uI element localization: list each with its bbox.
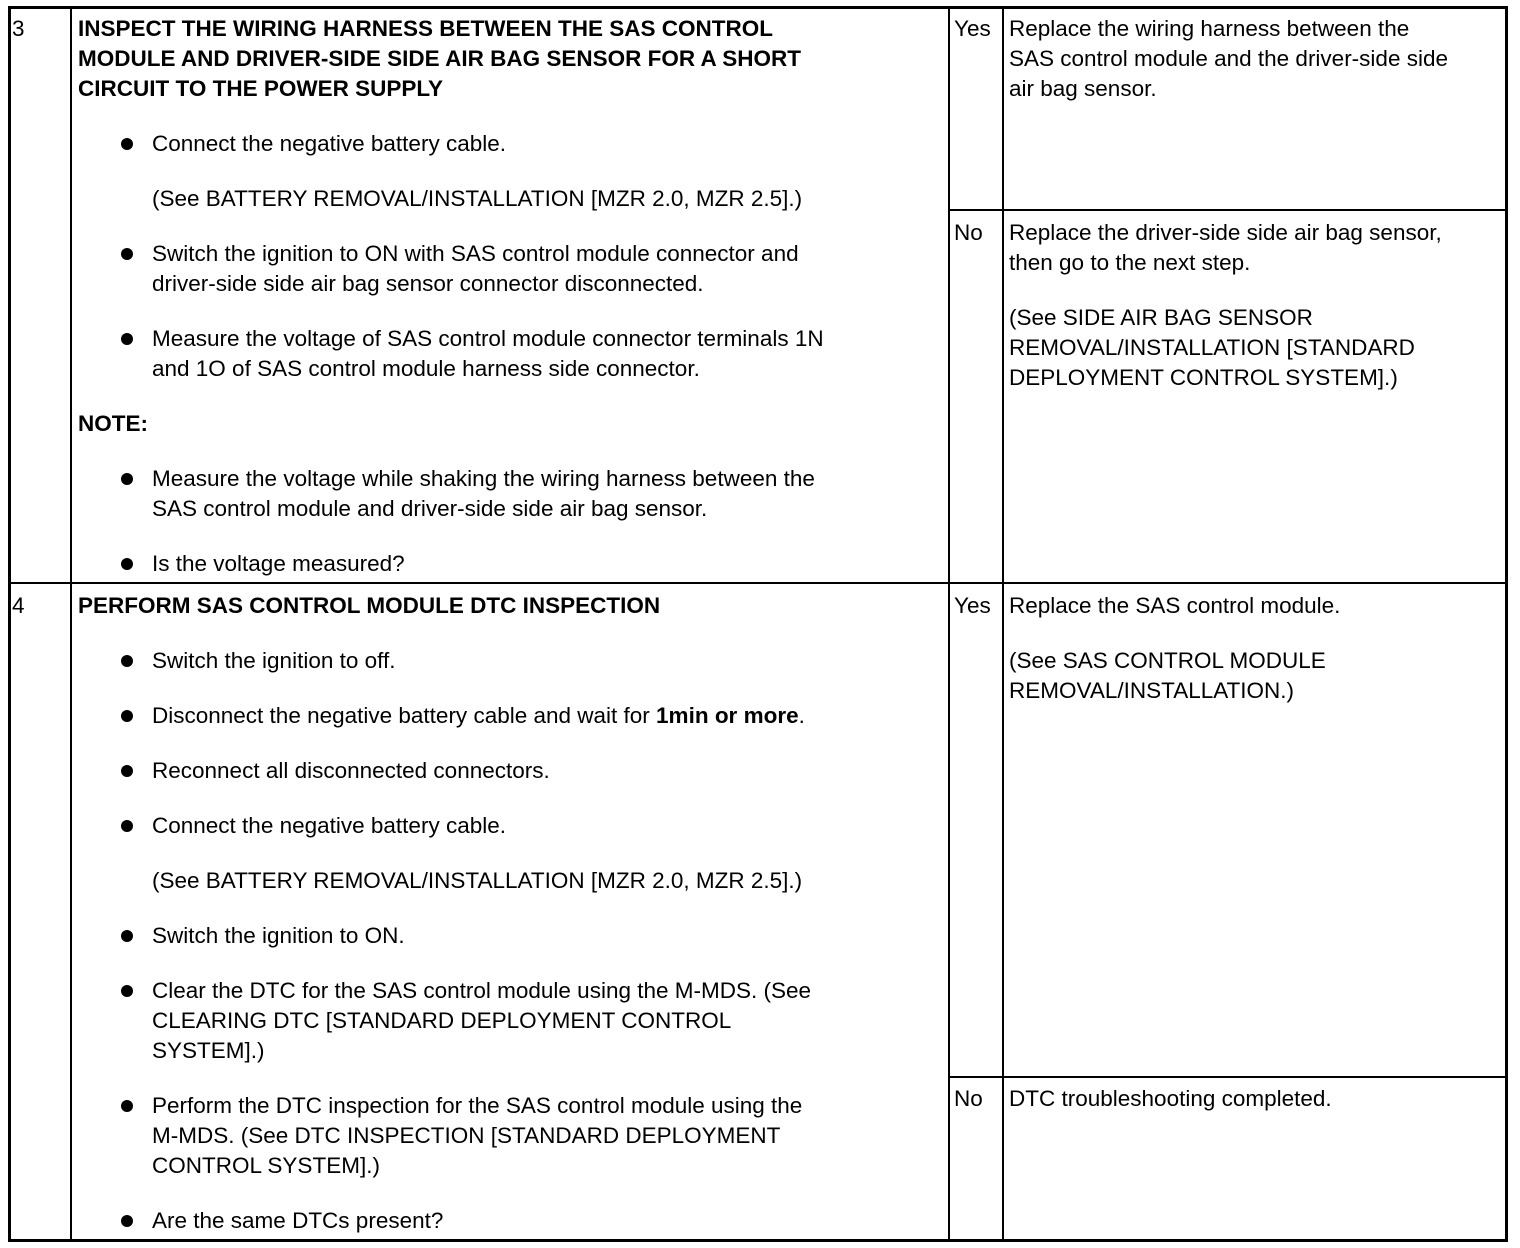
step-instruction: Switch the ignition to ON. <box>152 923 405 948</box>
action-text: DTC troubleshooting completed. <box>1009 1086 1332 1111</box>
step-instruction: Clear the DTC for the SAS control module using the M-MDS. (See <box>152 978 812 1003</box>
reference-text: DEPLOYMENT CONTROL SYSTEM].) <box>1009 365 1398 390</box>
reference-text: (See SIDE AIR BAG SENSOR <box>1009 305 1313 330</box>
step-instruction: Measure the voltage of SAS control module connector terminals 1N <box>152 326 824 351</box>
answer-yes: Yes <box>954 593 991 618</box>
bullet-icon <box>121 1100 133 1112</box>
answer-yes: Yes <box>954 16 991 41</box>
step-instruction: Measure the voltage while shaking the wiring harness between the <box>152 466 815 491</box>
row-divider <box>8 582 1508 584</box>
step-instruction: Connect the negative battery cable. <box>152 813 506 838</box>
step-instruction <box>152 701 805 731</box>
bullet-icon <box>121 1215 133 1227</box>
answer-no: No <box>954 220 983 245</box>
bullet-icon <box>121 333 133 345</box>
step-instruction: and 1O of SAS control module harness side connector. <box>152 356 700 381</box>
bullet-icon <box>121 558 133 570</box>
step-instruction: SAS control module and driver-side side air bag sensor. <box>152 496 708 521</box>
bullet-icon <box>121 710 133 722</box>
bullet-icon <box>121 248 133 260</box>
column-divider-action <box>1002 6 1004 1242</box>
bullet-icon <box>121 820 133 832</box>
answer-no: No <box>954 1086 983 1111</box>
step-instruction: M-MDS. (See DTC INSPECTION [STANDARD DEPLOYMENT <box>152 1123 781 1148</box>
outcome-divider-row3 <box>948 209 1508 211</box>
action-text: Replace the SAS control module. <box>1009 593 1341 618</box>
instruction-text: Disconnect the negative battery cable and wait for <box>152 703 657 728</box>
bullet-icon <box>121 138 133 150</box>
step-instruction: SYSTEM].) <box>152 1038 265 1063</box>
step-instruction: Switch the ignition to ON with SAS control module connector and <box>152 241 799 266</box>
bullet-icon <box>121 985 133 997</box>
action-text: Replace the wiring harness between the <box>1009 16 1410 41</box>
action-text: SAS control module and the driver-side side <box>1009 46 1448 71</box>
step-instruction: CONTROL SYSTEM].) <box>152 1153 380 1178</box>
bullet-icon <box>121 655 133 667</box>
bullet-icon <box>121 765 133 777</box>
column-divider-answer <box>948 6 950 1242</box>
column-divider-step <box>70 6 72 1242</box>
bullet-icon <box>121 473 133 485</box>
step-instruction: Switch the ignition to off. <box>152 648 396 673</box>
step-question: Are the same DTCs present? <box>152 1208 444 1233</box>
wait-time-value: 1min or more <box>656 703 799 728</box>
reference-text: (See BATTERY REMOVAL/INSTALLATION [MZR 2.0, MZR 2.5].) <box>152 186 803 211</box>
note-label: NOTE: <box>78 411 148 436</box>
step-instruction: Perform the DTC inspection for the SAS control module using the <box>152 1093 803 1118</box>
step-question: Is the voltage measured? <box>152 551 405 576</box>
step-title-line: PERFORM SAS CONTROL MODULE DTC INSPECTION <box>78 593 661 618</box>
step-number: 3 <box>12 16 25 41</box>
step-title-line: INSPECT THE WIRING HARNESS BETWEEN THE SAS CONTROL <box>78 16 774 41</box>
step-title-line: CIRCUIT TO THE POWER SUPPLY <box>78 76 444 101</box>
step-number: 4 <box>12 593 25 618</box>
reference-text: REMOVAL/INSTALLATION.) <box>1009 678 1295 703</box>
bullet-icon <box>121 930 133 942</box>
action-text: air bag sensor. <box>1009 76 1157 101</box>
action-text: Replace the driver-side side air bag sensor, <box>1009 220 1442 245</box>
step-instruction: Reconnect all disconnected connectors. <box>152 758 550 783</box>
action-text: then go to the next step. <box>1009 250 1251 275</box>
step-instruction: Connect the negative battery cable. <box>152 131 506 156</box>
outcome-divider-row4 <box>948 1076 1508 1078</box>
reference-text: (See SAS CONTROL MODULE <box>1009 648 1326 673</box>
reference-text: (See BATTERY REMOVAL/INSTALLATION [MZR 2.0, MZR 2.5].) <box>152 868 803 893</box>
step-title-line: MODULE AND DRIVER-SIDE SIDE AIR BAG SENSOR FOR A SHORT <box>78 46 801 71</box>
reference-text: REMOVAL/INSTALLATION [STANDARD <box>1009 335 1415 360</box>
instruction-punctuation: . <box>798 703 805 728</box>
step-instruction: CLEARING DTC [STANDARD DEPLOYMENT CONTROL <box>152 1008 732 1033</box>
step-instruction: driver-side side air bag sensor connector disconnected. <box>152 271 704 296</box>
